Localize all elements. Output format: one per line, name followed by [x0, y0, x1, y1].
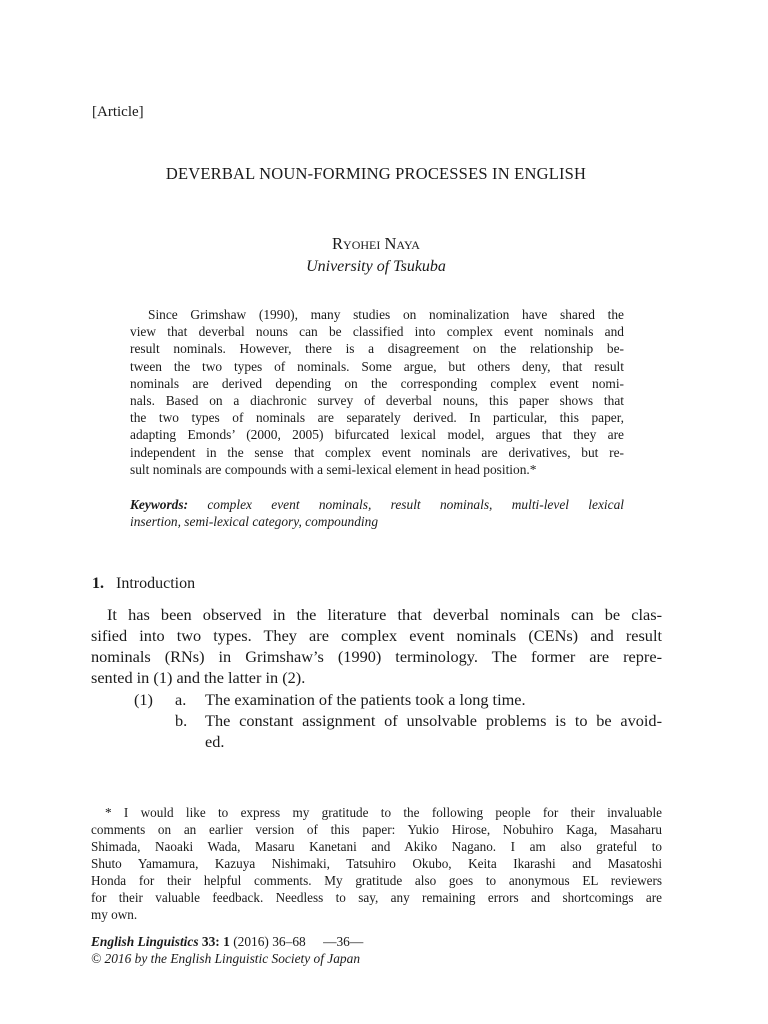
section-heading	[92, 575, 195, 593]
footnote-line: Shuto Yamamura, Kazuya Nishimaki, Tatsuhiro Okubo, Keita Ikarashi and Masatoshi	[91, 856, 662, 871]
page-number: —36—	[323, 934, 364, 949]
paper-title: DEVERBAL NOUN-FORMING PROCESSES IN ENGLISH	[165, 164, 587, 183]
journal-issue: 1	[223, 934, 230, 949]
copyright-notice: © 2016 by the English Linguistic Society of Japan	[91, 951, 361, 966]
example-a-text: The examination of the patients took a long time.	[205, 690, 526, 709]
footnote-line: comments on an earlier version of this paper: Yukio Hirose, Nobuhiro Kaga, Masaharu	[91, 822, 662, 837]
keywords	[130, 496, 624, 530]
body-text	[91, 604, 662, 688]
keywords-text: insertion, semi-lexical category, compounding	[130, 514, 379, 530]
example-number: (1)	[134, 690, 153, 709]
abstract-line: independent in the sense that complex event nominals are derivatives, but re-	[130, 444, 624, 460]
journal-citation	[91, 934, 363, 950]
abstract-line: tween the two types of nominals. Some argue, but others deny, that result	[130, 358, 624, 374]
footnote-line: my own.	[91, 907, 138, 922]
footnote-line: Shimada, Naoaki Wada, Masaru Kanetani and Akiko Nagano. I am also grateful to	[91, 839, 662, 854]
keywords-line	[130, 496, 624, 513]
abstract	[130, 306, 624, 478]
footnote-line: for their valuable feedback. Needless to say, any remaining errors and shortcomings are	[91, 890, 662, 905]
keywords-label: Keywords:	[130, 497, 189, 512]
footnote-line: Honda for their helpful comments. My gratitude also goes to anonymous EL reviewers	[91, 873, 662, 888]
example-a-label: a.	[175, 690, 187, 709]
section-title: Introduction	[116, 575, 196, 592]
author-name: Ryohei Naya	[332, 234, 420, 253]
author-affiliation: University of Tsukuba	[306, 258, 446, 275]
example-b-continuation: ed.	[205, 732, 225, 751]
journal-details: (2016) 36–68	[233, 934, 306, 949]
keywords-line	[130, 513, 624, 530]
abstract-line: Since Grimshaw (1990), many studies on nominalization have shared the	[148, 307, 624, 322]
abstract-line: nals. Based on a diachronic survey of deverbal nouns, this paper shows that	[130, 392, 624, 408]
footnote	[91, 804, 662, 923]
footnote-line: * I would like to express my gratitude to the following people for their invaluable	[105, 805, 662, 820]
abstract-line: view that deverbal nouns can be classified into complex event nominals and	[130, 324, 624, 340]
body-line: sented in (1) and the latter in (2).	[91, 668, 306, 687]
journal-name: English Linguistics	[91, 934, 199, 949]
journal-volume: 33:	[201, 934, 220, 949]
abstract-line: result nominals. However, there is a disagreement on the relationship be-	[130, 341, 624, 357]
abstract-line: the two types of nominals are separately derived. In particular, this paper,	[130, 410, 624, 426]
article-tag: [Article]	[92, 104, 144, 120]
abstract-line: sult nominals are compounds with a semi-lexical element in head position.*	[130, 461, 537, 477]
example-b-text: The constant assignment of unsolvable problems is to be avoid-	[205, 711, 662, 730]
section-number: 1.	[92, 575, 104, 592]
keywords-text: complex event nominals, result nominals, multi-level lexical	[207, 497, 624, 512]
abstract-line: nominals are derived depending on the corresponding complex event nomi-	[130, 375, 624, 391]
body-line: It has been observed in the literature that deverbal nominals can be clas-	[107, 605, 662, 624]
example-b-label: b.	[175, 711, 188, 730]
body-line: nominals (RNs) in Grimshaw’s (1990) terminology. The former are repre-	[91, 647, 662, 666]
body-line: sified into two types. They are complex event nominals (CENs) and result	[91, 626, 662, 645]
abstract-line: adapting Emonds’ (2000, 2005) bifurcated lexical model, argues that they are	[130, 427, 624, 443]
